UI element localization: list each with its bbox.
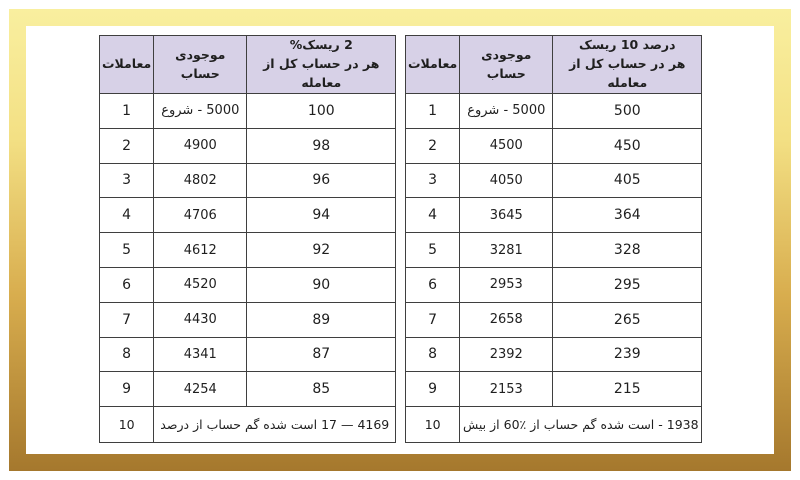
risk-amount-cell: 450 — [553, 128, 702, 163]
risk-amount-cell: 96 — [247, 163, 396, 198]
text-token: حساب — [607, 56, 647, 72]
table-row — [406, 128, 702, 163]
trade-number-cell: 2 — [100, 128, 154, 163]
text-token: 4341 — [183, 346, 217, 362]
header-row — [100, 36, 396, 94]
text-token: هر — [363, 56, 380, 72]
risk-amount-cell: 215 — [553, 372, 702, 407]
trade-number-cell: 7 — [406, 302, 460, 337]
trade-number-cell: 8 — [100, 337, 154, 372]
table-row — [100, 267, 396, 302]
risk-amount-cell: 328 — [553, 233, 702, 268]
text-token: معاملات — [102, 56, 152, 72]
trade-number-cell: 6 — [100, 267, 154, 302]
balance-cell — [460, 198, 553, 233]
text-token: 2 — [344, 37, 353, 53]
text-token: شروع — [161, 103, 194, 119]
trade-number-cell: 5 — [406, 233, 460, 268]
text-token: شروع — [467, 103, 500, 119]
balance-cell — [460, 94, 553, 129]
trades-header-cell — [406, 36, 460, 94]
risk-header-cell — [247, 36, 396, 94]
text-token: حساب — [180, 65, 220, 81]
text-token: معاملات — [408, 56, 458, 72]
summary-row — [406, 407, 702, 443]
text-token: از — [530, 417, 540, 433]
text-token: درصد — [642, 37, 676, 53]
text-token: حساب — [486, 65, 526, 81]
text-token: حساب — [543, 417, 579, 433]
trade-number-cell: 10 — [406, 407, 460, 443]
text-token: شده — [600, 417, 625, 433]
trade-number-cell: 4 — [406, 198, 460, 233]
text-token: 10 — [620, 37, 639, 53]
text-token: درصد — [160, 417, 190, 433]
table-row — [100, 372, 396, 407]
table-risk-10-percent — [405, 35, 702, 443]
text-token: 2658 — [489, 312, 523, 328]
text-token: در — [651, 56, 665, 72]
text-token: موجودی — [481, 46, 532, 62]
trade-number-cell: 9 — [406, 372, 460, 407]
risk-amount-cell: 94 — [247, 198, 396, 233]
text-token: کل — [278, 56, 298, 72]
text-token: 4254 — [183, 381, 217, 397]
text-token: 4900 — [183, 138, 217, 154]
risk-amount-cell: 87 — [247, 337, 396, 372]
risk-header-line2 — [555, 55, 699, 93]
text-token: گم — [245, 417, 260, 433]
balance-cell — [460, 267, 553, 302]
risk-header-line2 — [249, 55, 393, 93]
text-token: - — [197, 103, 203, 119]
table-row — [100, 128, 396, 163]
risk-amount-cell: 98 — [247, 128, 396, 163]
balance-cell — [460, 163, 553, 198]
table-row — [100, 163, 396, 198]
content-area — [26, 26, 774, 454]
balance-cell — [460, 233, 553, 268]
table-row — [406, 163, 702, 198]
balance-cell — [154, 163, 247, 198]
risk-amount-cell: 405 — [553, 163, 702, 198]
text-token: بیش — [462, 417, 487, 433]
text-token: 5000 — [206, 103, 240, 119]
table-row — [406, 233, 702, 268]
balance-cell — [460, 372, 553, 407]
table-row — [406, 198, 702, 233]
text-token: 4169 — [357, 417, 390, 433]
text-token: از — [569, 56, 581, 72]
text-token: موجودی — [175, 46, 226, 62]
text-token: حساب — [206, 417, 242, 433]
text-token: - — [503, 103, 509, 119]
trade-number-cell: 3 — [100, 163, 154, 198]
text-token: 17 — [321, 417, 337, 433]
text-token: شده — [263, 417, 287, 433]
trade-number-cell: 2 — [406, 128, 460, 163]
balance-cell — [460, 128, 553, 163]
risk-amount-cell: 239 — [553, 337, 702, 372]
risk-amount-cell: 92 — [247, 233, 396, 268]
text-token: 4706 — [183, 207, 217, 223]
risk-amount-cell: 85 — [247, 372, 396, 407]
text-token: از — [263, 56, 275, 72]
summary-text-cell — [154, 407, 396, 443]
text-token: است — [290, 417, 318, 433]
balance-cell — [460, 337, 553, 372]
table-row — [100, 198, 396, 233]
text-token: است — [628, 417, 655, 433]
trade-number-cell: 9 — [100, 372, 154, 407]
text-token: 5000 — [512, 103, 546, 119]
text-token: 4802 — [183, 172, 217, 188]
table-row — [100, 302, 396, 337]
trade-number-cell: 5 — [100, 233, 154, 268]
text-token: معامله — [301, 74, 342, 90]
text-token: کل — [584, 56, 604, 72]
trade-number-cell: 4 — [100, 198, 154, 233]
text-token: - — [658, 417, 663, 433]
text-token: 4612 — [183, 242, 217, 258]
text-token: 60٪ — [503, 417, 527, 433]
summary-text-cell — [460, 407, 702, 443]
text-token: 4430 — [183, 312, 217, 328]
risk-header-line1 — [249, 36, 393, 55]
text-token: 3645 — [489, 207, 523, 223]
table-risk-2-percent — [99, 35, 396, 443]
trade-number-cell: 1 — [406, 94, 460, 129]
text-token: هر — [669, 56, 686, 72]
balance-header-cell — [460, 36, 553, 94]
text-token: گم — [582, 417, 597, 433]
table-row — [406, 94, 702, 129]
gold-frame — [9, 9, 791, 471]
trade-number-cell: 6 — [406, 267, 460, 302]
trade-number-cell: 1 — [100, 94, 154, 129]
balance-cell — [154, 372, 247, 407]
text-token: %ریسک — [289, 37, 340, 53]
table-row — [406, 337, 702, 372]
risk-header-cell — [553, 36, 702, 94]
text-token: معامله — [607, 74, 648, 90]
header-row — [406, 36, 702, 94]
balance-cell — [154, 337, 247, 372]
balance-cell — [154, 302, 247, 337]
table-row — [100, 94, 396, 129]
text-token: ریسک — [579, 37, 617, 53]
text-token: از — [193, 417, 203, 433]
trade-number-cell: 8 — [406, 337, 460, 372]
text-token: حساب — [301, 56, 341, 72]
trades-header-cell — [100, 36, 154, 94]
text-token: 1938 — [666, 417, 699, 433]
text-token: 4520 — [183, 277, 217, 293]
risk-amount-cell: 89 — [247, 302, 396, 337]
risk-amount-cell: 364 — [553, 198, 702, 233]
text-token: 4050 — [489, 172, 523, 188]
summary-row — [100, 407, 396, 443]
balance-header-cell — [154, 36, 247, 94]
balance-cell — [154, 198, 247, 233]
risk-amount-cell: 500 — [553, 94, 702, 129]
risk-amount-cell: 265 — [553, 302, 702, 337]
text-token: 4500 — [489, 138, 523, 154]
text-token: — — [340, 417, 354, 433]
balance-cell — [154, 233, 247, 268]
balance-cell — [154, 94, 247, 129]
risk-header-line1 — [555, 36, 699, 55]
table-row — [100, 337, 396, 372]
balance-cell — [154, 267, 247, 302]
trade-number-cell: 7 — [100, 302, 154, 337]
text-token: 2953 — [489, 277, 523, 293]
trade-number-cell: 10 — [100, 407, 154, 443]
balance-cell — [154, 128, 247, 163]
table-row — [406, 372, 702, 407]
risk-amount-cell: 295 — [553, 267, 702, 302]
trade-number-cell: 3 — [406, 163, 460, 198]
text-token: در — [345, 56, 359, 72]
text-token: 2392 — [489, 346, 523, 362]
table-row — [406, 302, 702, 337]
text-token: 2153 — [489, 381, 523, 397]
table-row — [406, 267, 702, 302]
text-token: 3281 — [489, 242, 523, 258]
risk-amount-cell: 100 — [247, 94, 396, 129]
risk-amount-cell: 90 — [247, 267, 396, 302]
table-row — [100, 233, 396, 268]
balance-cell — [460, 302, 553, 337]
text-token: از — [490, 417, 500, 433]
